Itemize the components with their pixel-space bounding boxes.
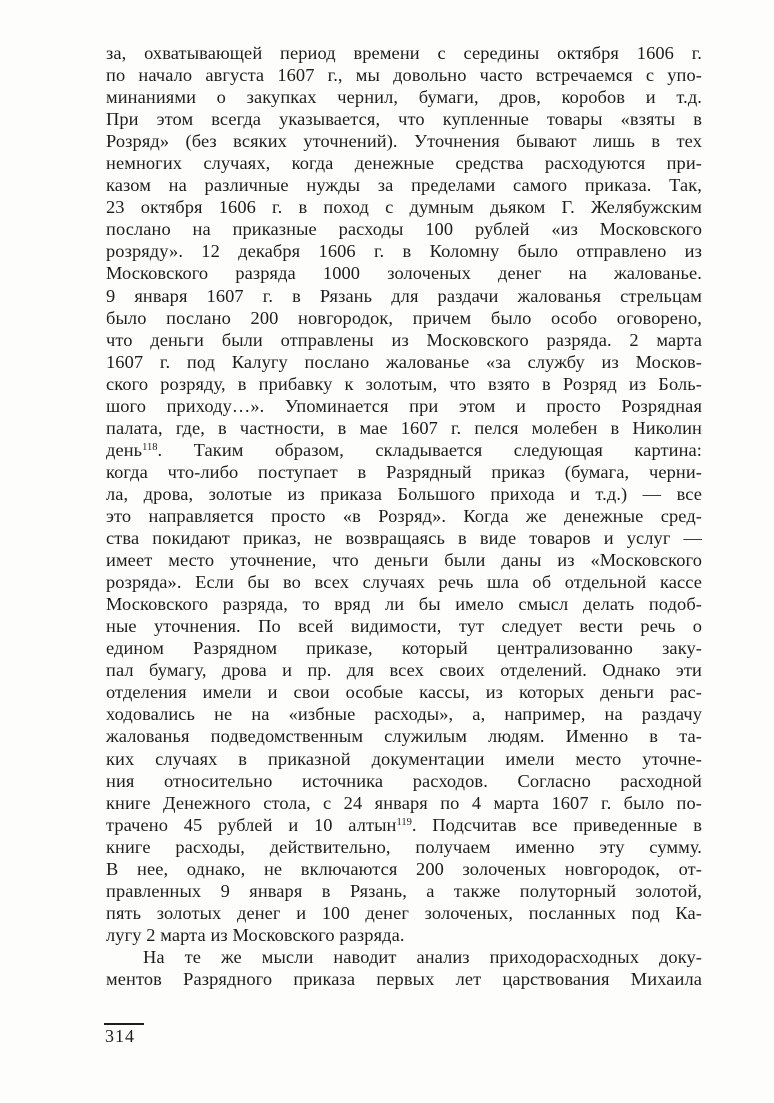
text-line: имеет место уточнение, что деньги были даны из «Московского bbox=[106, 550, 702, 571]
text-segment: . Таким образом, складывается следующая картина: bbox=[157, 439, 702, 460]
text-line: На те же мысли наводит анализ приходорасходных доку- bbox=[143, 946, 702, 967]
text-line: послано на приказные расходы 100 рублей «из Московского bbox=[106, 219, 702, 240]
text-line: едином Разрядном приказе, который централизованно заку- bbox=[106, 638, 702, 659]
text-line: это направляется просто «в Розряд». Когда же денежные сред- bbox=[106, 505, 702, 526]
text-line: казом на различные нужды за пределами самого приказа. Так, bbox=[106, 175, 702, 196]
text-line: ментов Разрядного приказа первых лет царствования Михаила bbox=[106, 968, 702, 989]
text-line: за, охватывающей период времени с середины октября 1606 г. bbox=[106, 43, 702, 63]
page-number: 314 bbox=[104, 1023, 144, 1047]
text-line: отделения имели и свои особые кассы, из которых деньги рас- bbox=[106, 682, 702, 703]
text-line: пять золотых денег и 100 денег золоченых, посланных под Ка- bbox=[106, 902, 702, 923]
text-line: розряду». 12 декабря 1606 г. в Коломну было отправлено из bbox=[106, 241, 702, 262]
text-line: ходовались не на «избные расходы», а, например, на раздачу bbox=[106, 704, 702, 725]
text-line: ких случаях в приказной документации имели место уточне- bbox=[106, 748, 702, 769]
text-line: палата, где, в частности, в мае 1607 г. пелся молебен в Николин bbox=[106, 417, 702, 438]
text-line: ского розряду, в прибавку к золотым, что взято в Розряд из Боль- bbox=[106, 373, 702, 394]
text-line: 23 октября 1606 г. в поход с думным дьяком Г. Желябужским bbox=[106, 197, 702, 218]
text-line: Розряд» (без всяких уточнений). Уточнения бывают лишь в тех bbox=[106, 131, 702, 152]
text-line: 9 января 1607 г. в Рязань для раздачи жалованья стрельцам bbox=[106, 285, 702, 306]
text-line: было послано 200 новгородок, причем было особо оговорено, bbox=[106, 307, 702, 328]
text-line: Московского разряда 1000 золоченых денег на жалованье. bbox=[106, 263, 702, 284]
footnote-reference: 119 bbox=[396, 816, 412, 828]
text-line: немногих случаях, когда денежные средства расходуются при- bbox=[106, 153, 702, 174]
page-footer bbox=[104, 1023, 144, 1047]
text-line: жалованья подведомственным служилым людям. Именно в та- bbox=[106, 726, 702, 747]
text-line: что деньги были отправлены из Московского разряда. 2 марта bbox=[106, 329, 702, 350]
text-line: по начало августа 1607 г., мы довольно часто встречаемся с упо- bbox=[106, 65, 702, 86]
text-line: ства покидают приказ, не возвращаясь в виде товаров и услуг — bbox=[106, 528, 702, 549]
text-segment: трачено 45 рублей и 10 алтын bbox=[106, 814, 397, 835]
footnote-reference: 118 bbox=[142, 441, 158, 453]
text-line: При этом всегда указывается, что купленные товары «взяты в bbox=[106, 109, 702, 130]
text-segment: . Подсчитав все приведенные в bbox=[411, 814, 703, 835]
text-line: В нее, однако, не включаются 200 золоченых новгородок, от- bbox=[106, 858, 702, 879]
text-line: когда что-либо поступает в Разрядный приказ (бумага, черни- bbox=[106, 461, 702, 482]
text-segment: день bbox=[106, 439, 143, 460]
text-line: книге расходы, действительно, получаем именно эту сумму. bbox=[106, 836, 702, 857]
text-block bbox=[106, 42, 702, 990]
text-line: ла, дрова, золотые из приказа Большого прихода и т.д.) — все bbox=[106, 483, 702, 504]
text-line bbox=[106, 814, 702, 836]
text-line: Московского разряда, то вряд ли бы имело смысл делать подоб- bbox=[106, 594, 702, 615]
text-line: розряда». Если бы во всех случаях речь шла об отдельной кассе bbox=[106, 572, 702, 593]
text-line: пал бумагу, дрова и пр. для всех своих отделений. Однако эти bbox=[106, 660, 702, 681]
text-line: правленных 9 января в Рязань, а также полуторный золотой, bbox=[106, 880, 702, 901]
text-line: лугу 2 марта из Московского разряда. bbox=[106, 924, 405, 945]
text-line: шого приходу…». Упоминается при этом и просто Розрядная bbox=[106, 395, 702, 416]
text-line: книге Денежного стола, с 24 января по 4 марта 1607 г. было по- bbox=[106, 792, 702, 813]
text-line: минаниями о закупках чернил, бумаги, дров, коробов и т.д. bbox=[106, 87, 702, 108]
text-line: ные уточнения. По всей видимости, тут следует вести речь о bbox=[106, 616, 702, 637]
text-line: 1607 г. под Калугу послано жалованье «за службу из Москов- bbox=[106, 351, 702, 372]
text-line: ния относительно источника расходов. Согласно расходной bbox=[106, 770, 702, 791]
text-line bbox=[106, 439, 702, 461]
